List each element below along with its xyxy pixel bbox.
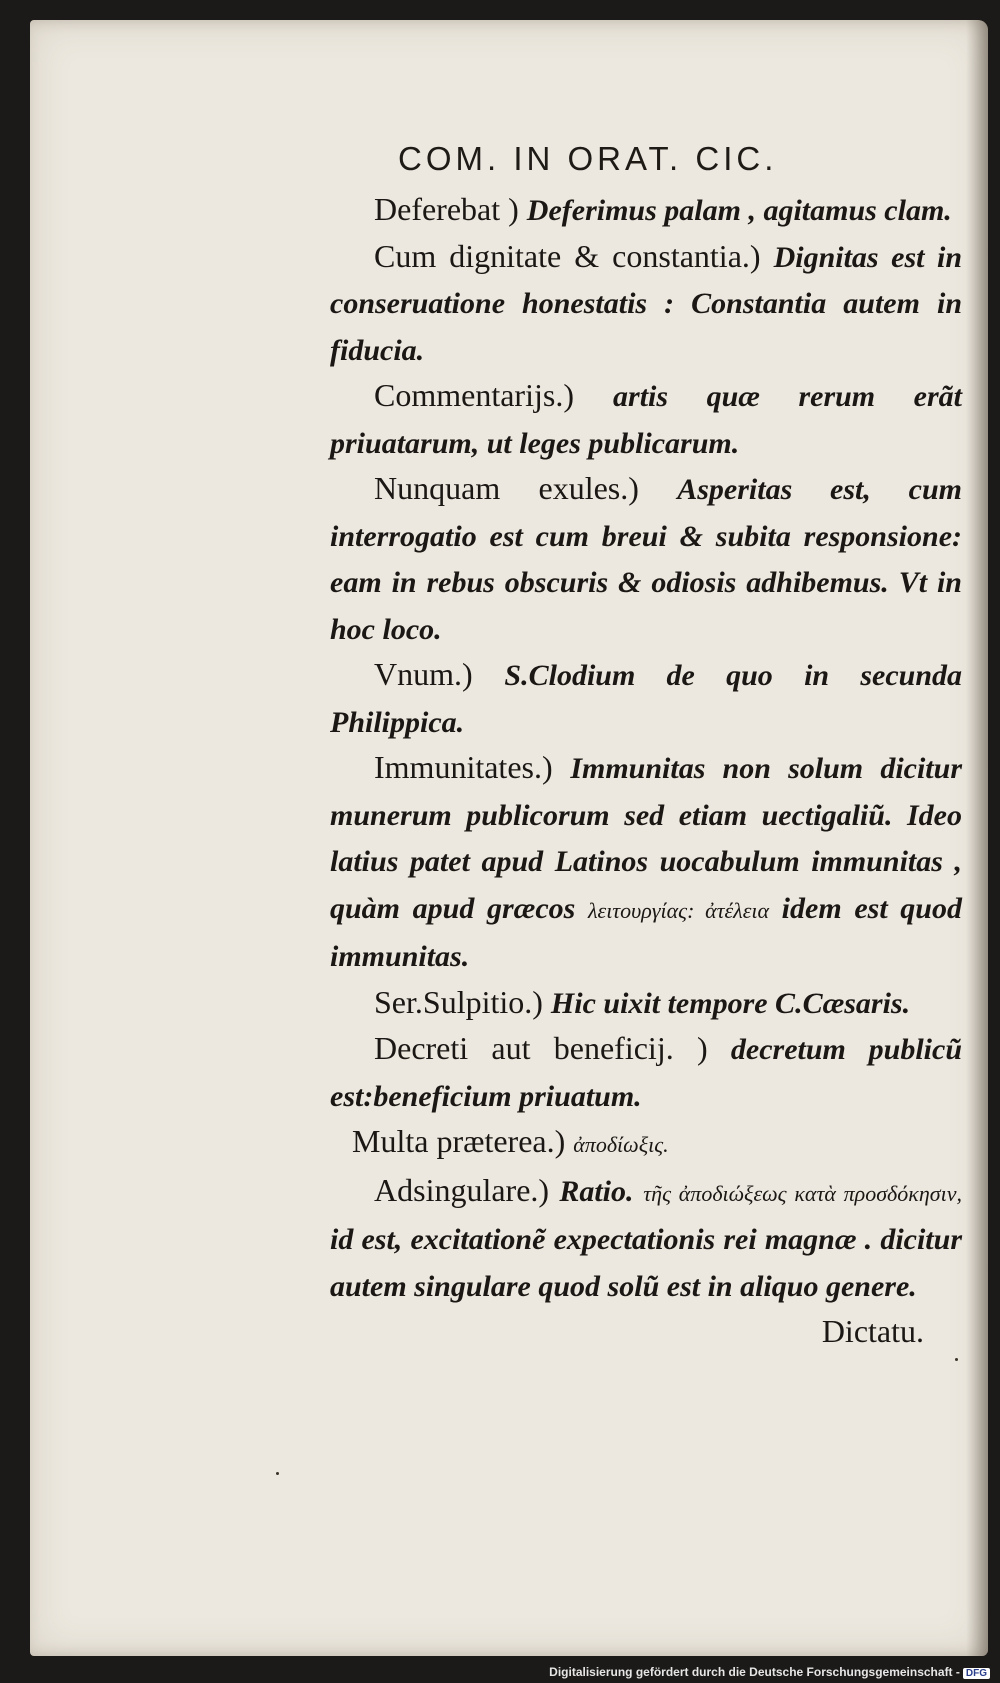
gloss: S.Clodium de quo in secunda Philippica. [330, 659, 963, 739]
entry [330, 980, 962, 1027]
credit-text: Digitalisierung gefördert durch die Deutsche Forschungsgemeinschaft - [549, 1665, 960, 1679]
catchword: Dictatu. [821, 1313, 924, 1349]
gloss: Hic uixit tempore C.Cæsaris. [550, 986, 911, 1020]
lemma: Decreti aut beneficij. ) [374, 1030, 731, 1066]
running-head: COM. IN ORAT. CIC. [398, 140, 778, 177]
entry [330, 373, 962, 466]
gloss: Dignitas est in conseruatione honestatis : Constantia autem in fiducia. [330, 240, 962, 367]
entry [330, 466, 962, 652]
lemma: Cum dignitate & constantia.) [374, 237, 774, 274]
gloss: Ratio. [559, 1174, 644, 1208]
paper-speck [276, 1472, 279, 1475]
entry [330, 745, 962, 980]
entry [330, 187, 962, 234]
entry [330, 1026, 962, 1119]
greek-text: λειτουργίας: ἀτέλεια [588, 897, 770, 923]
lemma: Nunquam exules.) [374, 470, 678, 506]
commentary-text [330, 187, 962, 1354]
gloss: artis quæ rerum erãt priuatarum, ut leges publicarum. [330, 380, 962, 460]
paper-speck [955, 1358, 958, 1361]
gloss: Deferimus palam , agitamus clam. [526, 194, 952, 227]
lemma: Adsingulare.) [374, 1171, 560, 1208]
entry [330, 1168, 962, 1349]
gloss: decretum publicũ est:beneficium priuatum. [330, 1033, 962, 1113]
dfg-logo: DFG [963, 1668, 990, 1679]
lemma: Commentarijs.) [374, 377, 614, 413]
entry [330, 1119, 962, 1168]
gloss: Asperitas est, cum interrogatio est cum breui & subita responsione: eam in rebus obscuris & odiosis adhibemus. Vt in hoc loco. [330, 473, 962, 646]
gloss-continued: idem est quod immunitas. [330, 891, 962, 973]
lemma: Immunitates.) [374, 749, 571, 785]
greek-text: τῆς ἀποδιώξεως κατὰ προσδόκησιν, [643, 1180, 962, 1206]
lemma: Ser.Sulpitio.) [374, 983, 551, 1020]
gloss-continued: id est, excitationẽ expectationis rei magnæ . dicitur autem singulare quod solũ est in aliquo genere. [330, 1223, 962, 1303]
entry [330, 234, 962, 374]
greek-text: ἀποδίωξις. [573, 1132, 669, 1157]
lemma: Deferebat ) [374, 191, 527, 227]
lemma: Multa præterea.) [352, 1123, 574, 1159]
lemma: Vnum.) [374, 656, 505, 692]
book-page [30, 20, 988, 1656]
entry [330, 652, 962, 745]
page-gutter-shadow [966, 20, 988, 1656]
gloss: Immunitas non solum dicitur munerum publicorum sed etiam uectigaliũ. Ideo latius patet apud Latinos uocabulum immunitas , quàm apud græcos [330, 752, 962, 925]
digitization-credit [549, 1665, 990, 1679]
